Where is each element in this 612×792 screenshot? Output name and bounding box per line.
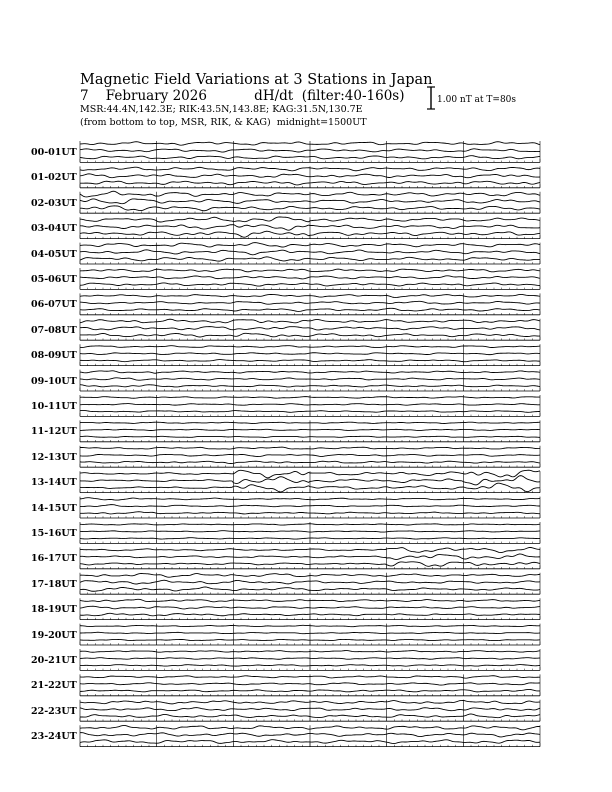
- row-label: 14-15UT: [31, 502, 77, 514]
- row-label: 21-22UT: [31, 680, 77, 692]
- hour-row: [80, 446, 540, 467]
- row-label: 03-04UT: [31, 223, 77, 235]
- order-note: (from bottom to top, MSR, RIK, & KAG): [80, 117, 271, 128]
- row-label: 20-21UT: [31, 655, 77, 666]
- row-label: 00-01UT: [31, 147, 77, 158]
- quantity: dH/dt: [254, 88, 294, 104]
- hour-row: [80, 370, 540, 391]
- hour-row: [80, 166, 540, 187]
- row-label: 07-08UT: [31, 324, 77, 336]
- row-label: 05-06UT: [31, 274, 77, 285]
- hour-row: [80, 319, 540, 340]
- row-label: 10-11UT: [31, 401, 77, 412]
- row-label: 15-16UT: [31, 528, 77, 539]
- row-label: 12-13UT: [31, 451, 77, 463]
- hour-row: [80, 191, 540, 213]
- month-year: February 2026: [105, 88, 207, 104]
- midnight-note: midnight=1500UT: [276, 117, 367, 128]
- hour-row: [80, 470, 540, 492]
- page-title: Magnetic Field Variations at 3 Stations in Japan: [80, 72, 433, 88]
- row-label: 01-02UT: [31, 172, 77, 184]
- hour-row: [80, 395, 540, 416]
- hour-row: [80, 674, 540, 695]
- filter: (filter:40-160s): [301, 88, 405, 104]
- hour-row: [80, 624, 540, 645]
- row-label: 04-05UT: [31, 248, 77, 260]
- hour-row: [80, 547, 540, 568]
- row-label: 13-14UT: [31, 477, 77, 489]
- scale-bar: [427, 87, 435, 109]
- row-label: 16-17UT: [31, 553, 77, 565]
- hour-row: [80, 649, 540, 670]
- row-label: 09-10UT: [31, 375, 77, 387]
- row-label: 17-18UT: [31, 578, 77, 590]
- day: 7: [80, 88, 89, 104]
- hour-row: [80, 420, 540, 441]
- row-label: 08-09UT: [31, 350, 77, 362]
- hour-row: [80, 598, 540, 619]
- row-label: 23-24UT: [31, 731, 77, 743]
- hour-row: [80, 243, 540, 264]
- scale-label: 1.00 nT at T=80s: [437, 95, 517, 105]
- hour-row: [80, 293, 540, 314]
- hour-row: [80, 522, 540, 543]
- hour-row: [80, 141, 540, 162]
- station-coordinates: MSR:44.4N,142.3E; RIK:43.5N,143.8E; KAG:31.5N,130.7E: [80, 104, 363, 115]
- hour-row: [80, 700, 540, 721]
- row-label: 22-23UT: [31, 705, 77, 717]
- row-label: 06-07UT: [31, 299, 77, 311]
- row-label: 18-19UT: [31, 604, 77, 616]
- row-label: 19-20UT: [31, 629, 77, 641]
- hour-row: [80, 573, 540, 594]
- hour-row: [80, 344, 540, 365]
- hour-row: [80, 217, 540, 239]
- hour-row: [80, 268, 540, 289]
- hour-row: [80, 725, 540, 746]
- row-label: 02-03UT: [31, 197, 77, 209]
- hour-row: [80, 497, 540, 518]
- row-label: 11-12UT: [31, 426, 77, 438]
